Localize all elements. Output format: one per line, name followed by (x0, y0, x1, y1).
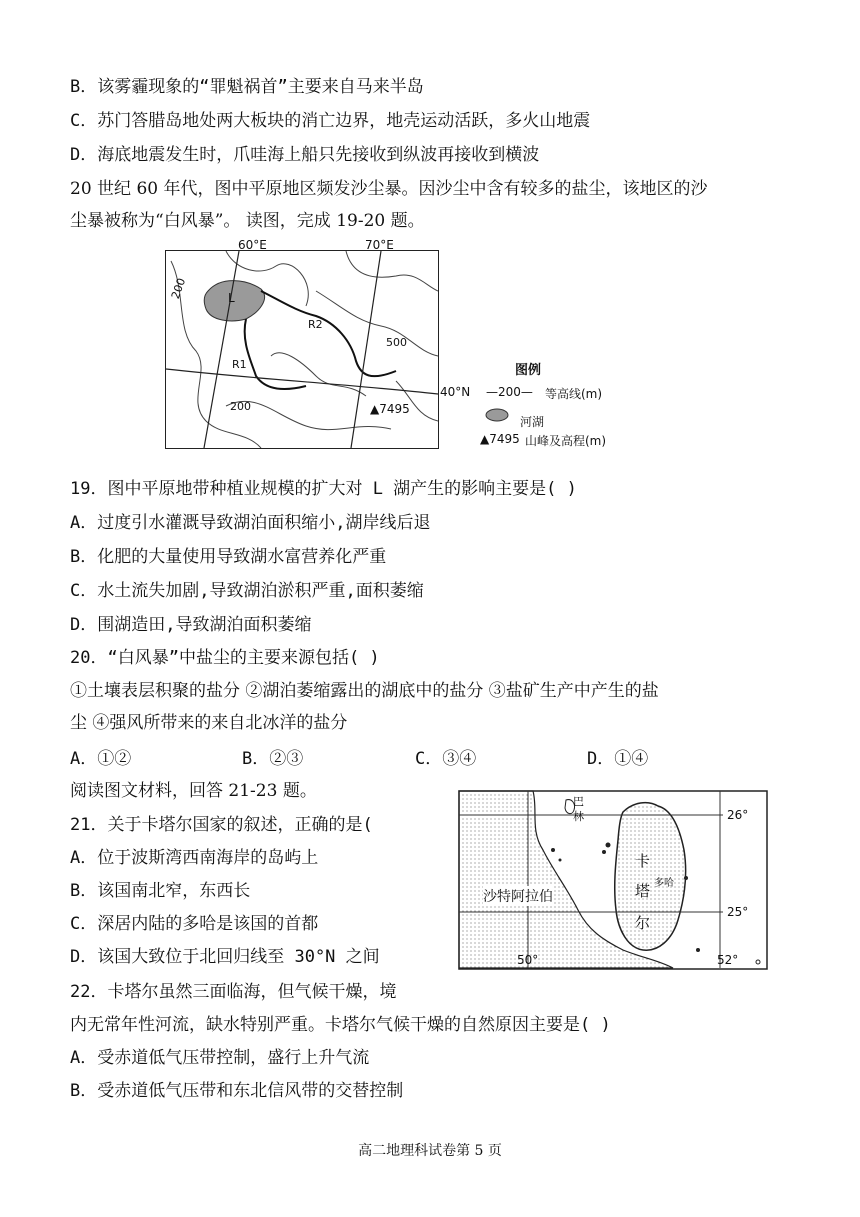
contour-200-label-2: 200 (230, 400, 251, 413)
q22-option-a: A．受赤道低气压带控制，盛行上升气流 (70, 1048, 370, 1068)
q21-option-d: D．该国大致位于北回归线至 30°N 之间 (70, 947, 380, 967)
q22-stem-line2: 内无常年性河流，缺水特别严重。卡塔尔气候干燥的自然原因主要是( ) (70, 1015, 611, 1035)
qatar-label-3: 尔 (635, 914, 651, 932)
q20-option-c: C．③④ (415, 749, 477, 769)
lat-26-label: 26° (727, 808, 749, 822)
contour-500-label: 500 (386, 336, 407, 349)
option-b: B．该雾霾现象的“罪魁祸首”主要来自马来半岛 (70, 77, 424, 97)
aral-map (165, 250, 439, 449)
intro-21-23: 阅读图文材料，回答 21-23 题。 (70, 781, 317, 801)
lon-52-label: 52° (717, 953, 739, 967)
q19-option-c: C．水土流失加剧,导致湖泊淤积严重,面积萎缩 (70, 581, 424, 601)
bahrain-label-1: 巴 (573, 795, 584, 808)
q21-option-a: A．位于波斯湾西南海岸的岛屿上 (70, 848, 319, 868)
q22-stem-line1: 22．卡塔尔虽然三面临海，但气候干燥，境 (70, 982, 397, 1002)
intro-text-line1: 20 世纪 60 年代，图中平原地区频发沙尘暴。因沙尘中含有较多的盐尘，该地区的沙 (70, 179, 708, 199)
map-legend (440, 355, 650, 455)
aral-map-drawing (166, 251, 438, 448)
lon-60-label: 60°E (238, 238, 267, 252)
lon-70-label: 70°E (365, 238, 394, 252)
q19-option-a: A．过度引水灌溉导致湖泊面积缩小,湖岸线后退 (70, 513, 431, 533)
river-r2-label: R2 (308, 318, 323, 331)
saudi-label: 沙特阿拉伯 (483, 886, 553, 906)
q20-items-line2: 尘 ④强风所带来的来自北冰洋的盐分 (70, 713, 348, 733)
intro-text-line2: 尘暴被称为“白风暴”。 读图，完成 19-20 题。 (70, 211, 425, 231)
lat-40-label: 40°N (440, 385, 471, 399)
q20-option-a: A．①② (70, 749, 132, 769)
river-r1-label: R1 (232, 358, 247, 371)
peak-label: ▲7495 (370, 402, 410, 416)
legend-peak-value: ▲7495 (480, 432, 520, 446)
qatar-label-2: 塔 (635, 882, 651, 900)
q20-items-line1: ①土壤表层积聚的盐分 ②湖泊萎缩露出的湖底中的盐分 ③盐矿生产中产生的盐 (70, 681, 659, 701)
legend-title: 图例 (515, 363, 542, 378)
q19-option-b: B．化肥的大量使用导致湖水富营养化严重 (70, 547, 387, 567)
lat-25-label: 25° (727, 905, 749, 919)
doha-label: 多哈 (654, 878, 674, 889)
q20-stem: 20．“白风暴”中盐尘的主要来源包括( ) (70, 648, 380, 668)
q20-option-d: D．①④ (587, 749, 649, 769)
legend-lake-icon (484, 407, 510, 423)
qatar-map (458, 790, 768, 970)
option-d: D．海底地震发生时，爪哇海上船只先接收到纵波再接收到横波 (70, 145, 540, 165)
q21-option-b: B．该国南北窄，东西长 (70, 881, 251, 901)
lon-50-label: 50° (517, 953, 539, 967)
qatar-map-drawing (458, 790, 768, 970)
q22-option-b: B．受赤道低气压带和东北信风带的交替控制 (70, 1081, 404, 1101)
bahrain-label-2: 林 (573, 810, 584, 823)
page-footer: 高二地理科试卷第 5 页 (358, 1143, 502, 1159)
q20-option-b: B．②③ (242, 749, 304, 769)
q19-stem: 19．图中平原地带种植业规模的扩大对 L 湖产生的影响主要是( ) (70, 479, 577, 499)
legend-peak-label: 山峰及高程(m) (525, 434, 607, 448)
q19-option-d: D．围湖造田,导致湖泊面积萎缩 (70, 615, 312, 635)
legend-contour-value: —200— (486, 385, 533, 399)
q21-option-c: C．深居内陆的多哈是该国的首都 (70, 914, 319, 934)
q21-stem: 21．关于卡塔尔国家的叙述，正确的是( (70, 815, 373, 835)
legend-lake-label: 河湖 (520, 415, 545, 429)
qatar-label-1: 卡 (635, 852, 651, 870)
option-c: C．苏门答腊岛地处两大板块的消亡边界，地壳运动活跃，多火山地震 (70, 111, 591, 131)
contour-200-label: 200 (168, 276, 189, 301)
lake-l-label: L (228, 291, 235, 305)
legend-contour-label: 等高线(m) (545, 387, 603, 401)
